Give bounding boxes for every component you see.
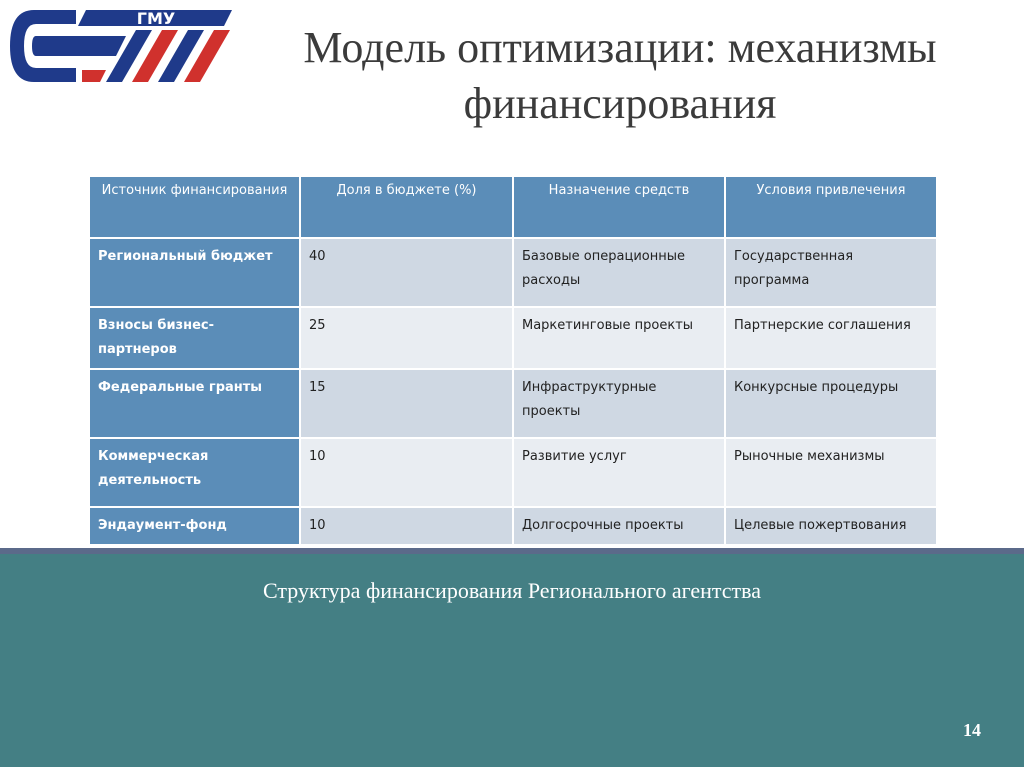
cell-purpose: Маркетинговые проекты xyxy=(513,307,725,369)
cell-conditions: Целевые пожертвования xyxy=(725,507,937,545)
cell-conditions: Партнерские соглашения xyxy=(725,307,937,369)
logo-inner-bar xyxy=(32,36,126,56)
cell-source: Коммерческая деятельность xyxy=(89,438,300,507)
cell-conditions: Рыночные механизмы xyxy=(725,438,937,507)
cell-share: 10 xyxy=(300,438,513,507)
logo-bottom-bar xyxy=(82,70,106,82)
header-conditions: Условия привлечения xyxy=(725,176,937,238)
organization-logo xyxy=(6,6,236,86)
table-row xyxy=(89,438,937,507)
cell-source: Эндаумент-фонд xyxy=(89,507,300,545)
cell-purpose: Развитие услуг xyxy=(513,438,725,507)
financing-table xyxy=(88,175,938,546)
cell-source: Взносы бизнес-партнеров xyxy=(89,307,300,369)
slide-title-line-2: финансирования xyxy=(463,79,777,128)
table-row xyxy=(89,307,937,369)
cell-purpose: Инфраструктурные проекты xyxy=(513,369,725,438)
cell-source: Федеральные гранты xyxy=(89,369,300,438)
slide-caption: Структура финансирования Регионального агентства xyxy=(262,578,762,603)
cell-conditions: Государственная программа xyxy=(725,238,937,307)
cell-share: 40 xyxy=(300,238,513,307)
cell-purpose: Долгосрочные проекты xyxy=(513,507,725,545)
logo-text: ГМУ xyxy=(136,9,176,28)
table-row xyxy=(89,238,937,307)
cell-source: Региональный бюджет xyxy=(89,238,300,307)
page-number: 14 xyxy=(963,720,981,740)
cell-purpose: Базовые операционные расходы xyxy=(513,238,725,307)
table-row xyxy=(89,507,937,545)
table-row xyxy=(89,369,937,438)
header-budget-share: Доля в бюджете (%) xyxy=(300,176,513,238)
slide-title xyxy=(230,20,1010,132)
table-header-row xyxy=(89,176,937,238)
slide-title-line-1: Модель оптимизации: механизмы xyxy=(303,23,937,72)
header-source: Источник финансирования xyxy=(89,176,300,238)
cell-share: 15 xyxy=(300,369,513,438)
cell-share: 10 xyxy=(300,507,513,545)
cell-conditions: Конкурсные процедуры xyxy=(725,369,937,438)
cell-share: 25 xyxy=(300,307,513,369)
header-purpose: Назначение средств xyxy=(513,176,725,238)
